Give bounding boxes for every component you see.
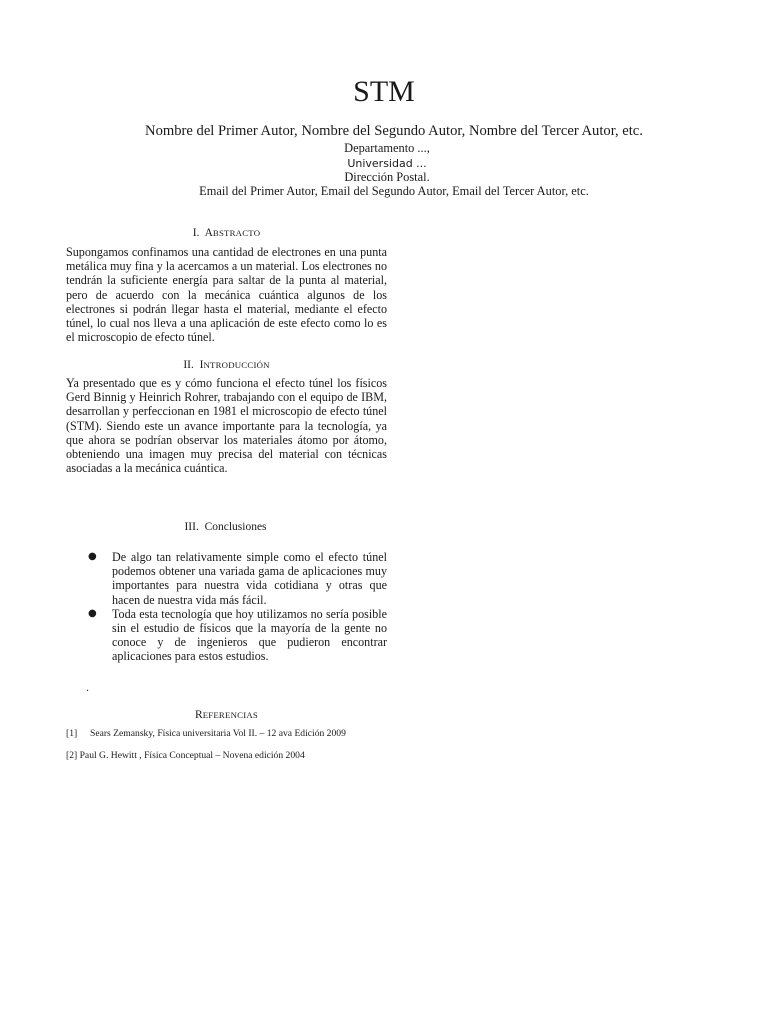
section-title-initial: R (195, 709, 203, 721)
section-number: III. (184, 521, 199, 533)
section-title-initial: I (199, 359, 204, 371)
conclusions-list (66, 550, 387, 664)
section-number: I. (192, 227, 200, 239)
introduction-text: Ya presentado que es y cómo funciona el efecto túnel los físicos Gerd Binnig y Heinrich Rohrer, trabajando con el equipo de IBM, desarrollan y perfeccionan en 1981 el microscopio de efecto túnel (STM). Siendo este un avance importante para la tecnología, ya que ahora se podrían observar los materiales átomo por átomo, obteniendo una imagen muy precisa del material con técnicas asociadas a la mecánica cuántica. (66, 376, 387, 476)
author-names: Nombre del Primer Autor, Nombre del Segundo Autor, Nombre del Tercer Autor, etc. (145, 123, 643, 139)
section-number: II. (183, 359, 194, 371)
reference-text: Sears Zemansky, Física universitaria Vol II. – 12 ava Edición 2009 (90, 728, 346, 739)
section-heading-conclusions (90, 520, 361, 534)
section-title-rest: EFERENCIAS (202, 710, 258, 720)
author-emails: Email del Primer Autor, Email del Segundo Autor, Email del Tercer Autor, etc. (199, 184, 589, 198)
section-title-rest: NTRODUCCIÓN (203, 360, 270, 370)
affiliation-address: Dirección Postal. (344, 170, 430, 184)
bullet-text: Toda esta tecnología que hoy utilizamos no sería posible sin el estudio de físicos que la mayoría de la gente no conoce y de ingenieros que pudieron encontrar aplicaciones para estos estudios. (112, 606, 387, 664)
section-heading-references (66, 708, 387, 722)
reference-item (66, 728, 396, 740)
list-item (66, 550, 387, 607)
section-title: Conclusiones (204, 521, 267, 533)
paper-title: STM (353, 75, 415, 108)
affiliation-department: Departamento ..., (344, 141, 430, 155)
reference-number: [1] (66, 728, 78, 739)
bullet-icon: ● (88, 551, 97, 562)
abstract-text: Supongamos confinamos una cantidad de electrones en una punta metálica muy fina y la acercamos a un material. Los electrones no tendrán la suficiente energía para saltar de la punta al material, pero de acuerdo con la mecánica cuántica algunos de los electrones si podrán llegar hasta el material, mediante el efecto túnel, lo cual nos lleva a una aplicación de este efecto como lo es el microscopio de efecto túnel. (66, 245, 387, 345)
section-title-rest: BSTRACTO (212, 228, 261, 238)
reference-text: Paul G. Hewitt , Física Conceptual – Novena edición 2004 (79, 750, 305, 761)
section-heading-introduction (66, 358, 387, 372)
bullet-text: De algo tan relativamente simple como el efecto túnel podemos obtener una variada gama de aplicaciones muy importantes para nuestra vida cotidiana y otras que hacen de nuestra vida más fácil. (112, 550, 387, 607)
section-title-initial: A (204, 227, 213, 239)
trailing-dot: . (86, 680, 89, 694)
list-item (66, 607, 387, 664)
reference-item (66, 750, 396, 762)
affiliation-university: Universidad ... (347, 157, 427, 170)
bullet-icon: ● (88, 607, 97, 619)
reference-number: [2] (66, 750, 78, 761)
section-heading-abstract (66, 226, 387, 240)
